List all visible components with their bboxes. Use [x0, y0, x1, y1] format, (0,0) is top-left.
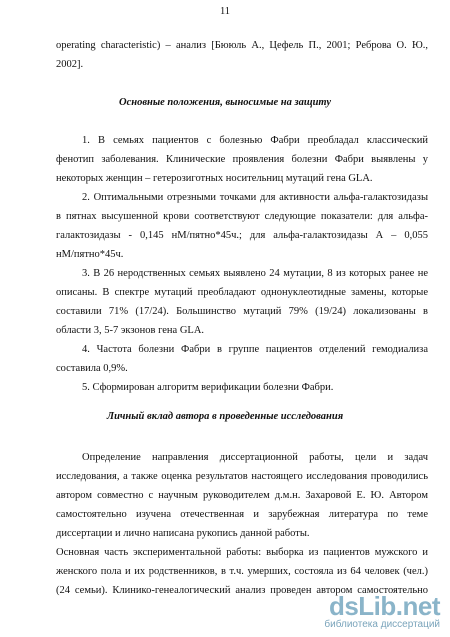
section-heading-contribution: Личный вклад автора в проведенные исследования — [106, 411, 344, 422]
contribution-line: Основная часть экспериментальной работы: выборка из пациентов мужского и — [56, 547, 428, 558]
page-number: 11 — [219, 6, 231, 17]
contribution-line: автором совместно с научным руководителем д.м.н. Захаровой Е. Ю. Автором — [56, 490, 428, 501]
thesis-line: области 3, 5-7 экзонов гена GLA. — [56, 325, 205, 336]
thesis-line: 3. В 26 неродственных семьях выявлено 24 мутации, 8 из которых ранее не — [82, 268, 428, 279]
thesis-line: некоторых женщин – гетерозиготных носительниц мутаций гена GLA. — [56, 173, 373, 184]
dslib-watermark[interactable] — [320, 593, 440, 631]
intro-line: operating characteristic) – анализ [Бююль А., Цефель П., 2001; Реброва О. Ю., — [56, 40, 428, 51]
section-heading-theses: Основные положения, выносимые на защиту — [119, 97, 331, 108]
thesis-line: 4. Частота болезни Фабри в группе пациентов отделений гемодиализа — [82, 344, 428, 355]
thesis-line: описаны. В спектре мутаций преобладают однонуклеотидные замены, которые — [56, 287, 428, 298]
contribution-line: исследования, а также оценка результатов настоящего исследования проводились — [56, 471, 428, 482]
thesis-line: нМ/пятно*45ч. — [56, 249, 124, 260]
thesis-line: галактозидазы - 0,145 нМ/пятно*45ч.; для альфа-галактозидазы А – 0,055 — [56, 230, 428, 241]
dslib-logo: dsLib.net — [328, 591, 440, 621]
dslib-tagline: библиотека диссертаций — [324, 619, 440, 630]
intro-paragraph — [56, 36, 428, 74]
thesis-line: 1. В семьях пациентов с болезнью Фабри преобладал классический — [82, 135, 428, 146]
thesis-line: составили 71% (17/24). Большинство мутаций 79% (19/24) локализованы в — [56, 306, 428, 317]
thesis-line: фенотип заболевания. Клинические проявления болезни Фабри выявлены у — [56, 154, 428, 165]
contribution-line: Определение направления диссертационной работы, цели и задач — [82, 452, 428, 463]
intro-line: 2002]. — [56, 59, 84, 70]
thesis-line: в пятнах высушенной крови соответствуют следующие показатели: для альфа- — [56, 211, 428, 222]
thesis-line: 2. Оптимальными отрезными точками для активности альфа-галактозидазы — [82, 192, 428, 203]
thesis-line: 5. Сформирован алгоритм верификации болезни Фабри. — [82, 382, 334, 393]
thesis-line: составила 0,9%. — [56, 363, 128, 374]
contribution-line: диссертации и лично написана рукопись данной работы. — [56, 528, 310, 539]
theses-list — [56, 131, 428, 397]
contribution-line: (24 семьи). Клинико-генеалогический анализ проведен автором самостоятельно — [56, 585, 428, 596]
contribution-line: женского пола и их родственников, в т.ч. умерших, состояла из 64 человек (чел.) — [56, 566, 428, 577]
contribution-line: самостоятельно изучена отечественная и зарубежная литература по теме — [56, 509, 428, 520]
contribution-paragraph — [56, 448, 428, 600]
